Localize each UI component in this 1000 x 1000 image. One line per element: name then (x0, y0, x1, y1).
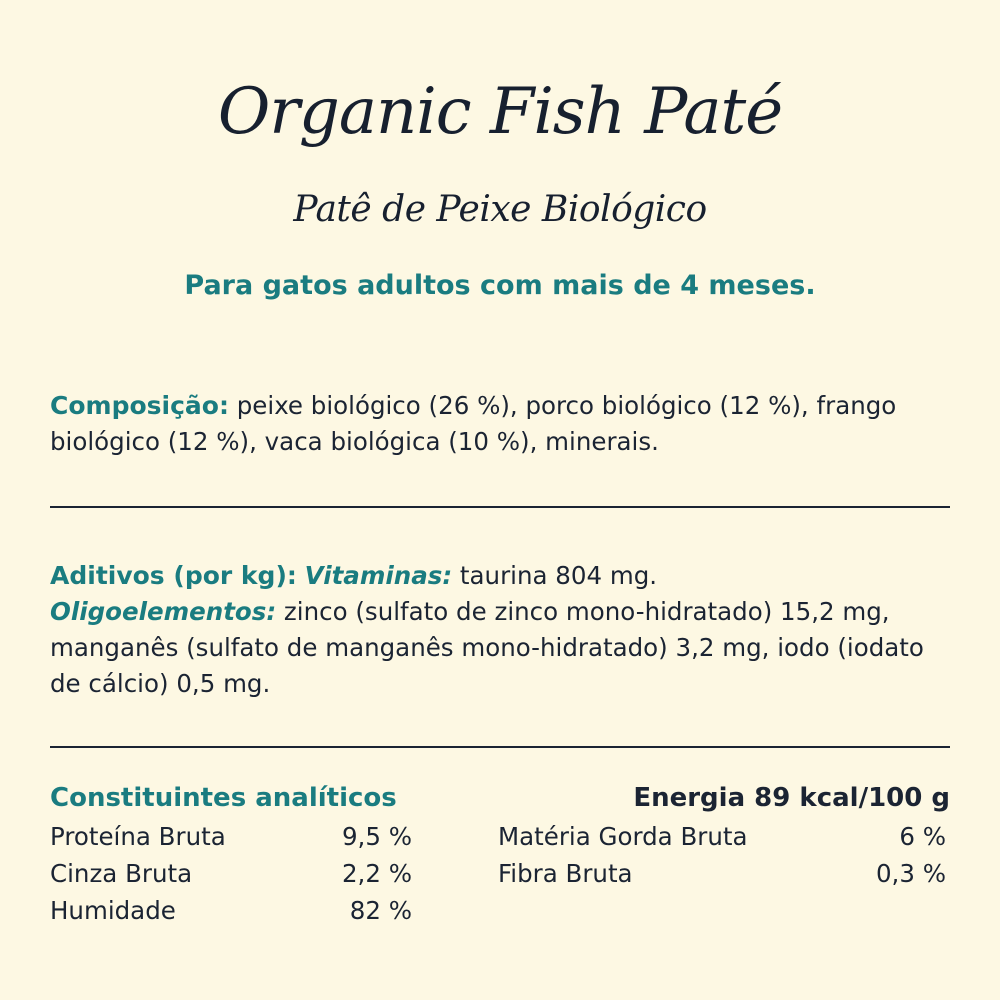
divider (50, 506, 950, 508)
table-row (50, 818, 412, 855)
trace-elements-label: Oligoelementos: (50, 597, 277, 626)
composition-section (50, 388, 960, 460)
divider (50, 746, 950, 748)
constituent-value: 82 % (349, 896, 412, 925)
constituent-name: Humidade (50, 896, 176, 925)
constituent-name: Cinza Bruta (50, 859, 193, 888)
composition-text: peixe biológico (26 %), porco biológico (12 %), frango biológico (12 %), vaca biológica (10 %), minerais. (50, 391, 897, 456)
constituents-table-left (50, 818, 412, 929)
constituent-value: 9,5 % (341, 822, 412, 851)
additives-label: Aditivos (por kg): (50, 561, 297, 590)
product-title: Organic Fish Paté (217, 75, 783, 149)
additives-section (50, 558, 960, 702)
constituent-name: Proteína Bruta (50, 822, 226, 851)
constituent-value: 0,3 % (875, 859, 946, 888)
constituent-value: 6 % (899, 822, 946, 851)
vitamins-label: Vitaminas: (304, 561, 453, 590)
analytical-constituents-title: Constituintes analíticos (50, 783, 397, 813)
vitamins-text: taurina 804 mg. (452, 561, 658, 590)
product-subtitle: Patê de Peixe Biológico (293, 189, 707, 230)
table-row (50, 855, 412, 892)
constituent-value: 2,2 % (341, 859, 412, 888)
trace-elements-text: zinco (sulfato de zinco mono-hidratado) 15,2 mg, manganês (sulfato de manganês mono-hidratado) 3,2 mg, iodo (iodato de cálcio) 0,5 mg. (50, 597, 924, 698)
target-audience: Para gatos adultos com mais de 4 meses. (184, 270, 816, 301)
constituent-name: Fibra Bruta (498, 859, 633, 888)
table-row (498, 818, 946, 855)
constituents-table-right (498, 818, 946, 892)
table-row (50, 892, 412, 929)
energy-value: Energia 89 kcal/100 g (633, 783, 950, 813)
constituent-name: Matéria Gorda Bruta (498, 822, 748, 851)
table-row (498, 855, 946, 892)
composition-label: Composição: (50, 391, 229, 420)
